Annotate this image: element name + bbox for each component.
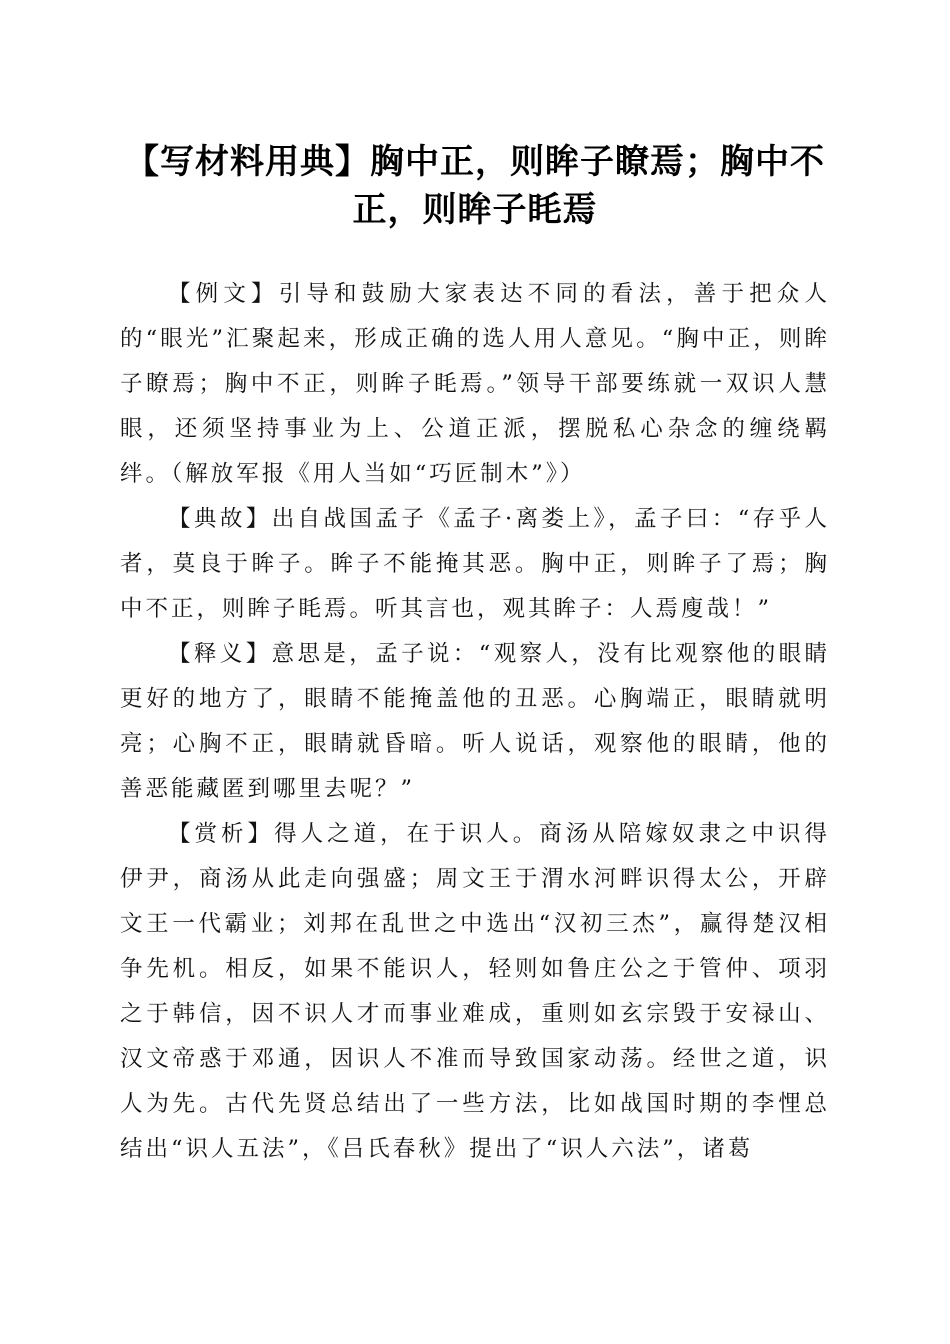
paragraph-appreciation: 【赏析】得人之道，在于识人。商汤从陪嫁奴隶之中识得伊尹，商汤从此走向强盛；周文王于渭水河畔识得太公，开辟文王一代霸业；刘邦在乱世之中选出“汉初三杰”，赢得楚汉相争先机。相反，如果不能识人，轻则如鲁庄公之于管仲、项羽之于韩信，因不识人才而事业难成，重则如玄宗毁于安禄山、汉文帝惑于邓通，因识人不准而导致国家动荡。经世之道，识人为先。古代先贤总结出了一些方法，比如战国时期的李悝总结出“识人五法”，《吕氏春秋》提出了“识人六法”，诸葛 xyxy=(120,821,830,1162)
paragraph-allusion: 【典故】出自战国孟子《孟子·离娄上》，孟子曰：“存乎人者，莫良于眸子。眸子不能掩其恶。胸中正，则眸子了焉；胸中不正，则眸子眊焉。听其言也，观其眸子：人焉廋哉！” xyxy=(120,506,830,622)
document-body xyxy=(120,272,830,1172)
document-title: 【写材料用典】胸中正，则眸子瞭焉；胸中不正，则眸子眊焉 xyxy=(125,142,825,230)
paragraph-example: 【例文】引导和鼓励大家表达不同的看法，善于把众人的“眼光”汇聚起来，形成正确的选人用人意见。“胸中正，则眸子瞭焉；胸中不正，则眸子眊焉。”领导干部要练就一双识人慧眼，还须坚持事业为上、公道正派，摆脱私心杂念的缠绕羁绊。（解放军报《用人当如“巧匠制木”》） xyxy=(120,281,830,487)
paragraph-meaning: 【释义】意思是，孟子说：“观察人，没有比观察他的眼睛更好的地方了，眼睛不能掩盖他的丑恶。心胸端正，眼睛就明亮；心胸不正，眼睛就昏暗。听人说话，观察他的眼睛，他的善恶能藏匿到哪里去呢？” xyxy=(120,641,830,802)
